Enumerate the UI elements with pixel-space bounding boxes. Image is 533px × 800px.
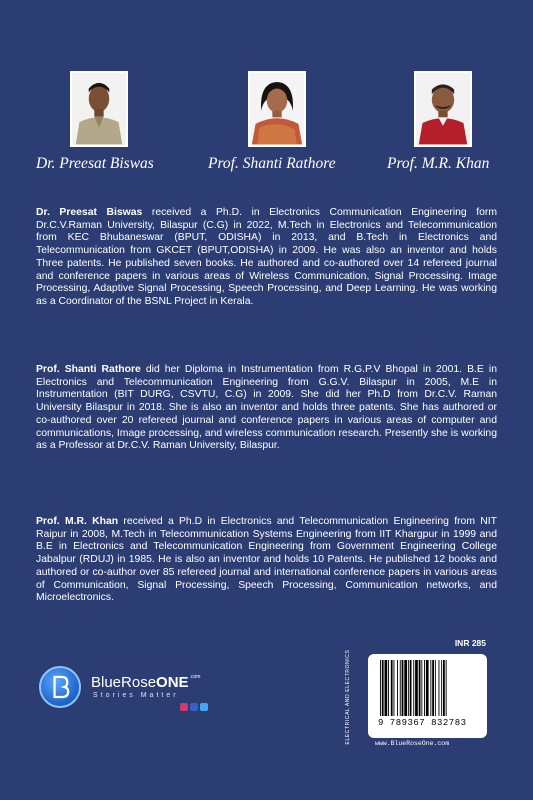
portrait-image: [416, 73, 470, 145]
bio-text: did her Diploma in Instrumentation from R.G.P.V Bhopal in 2001. B.E in Electronics and Telecommunication Engineering from G.G.V. Bilaspur in 2005, M.E in Instrumentation (BIT DURG, CSVTU, C.G) in 2009. She did her Ph.D from Dr.C.V. Raman University Bilaspur in 2018. She is also an inventor and holds three patents. She has authored or co-authored over 20 refereed journal and conference papers in various areas of computer and communications, Image processing, and wireless communication research. Presently she is working as a Professor at Dr.C.V. Raman University, Bilaspur.: [36, 364, 498, 452]
publisher-logo: [39, 666, 239, 726]
instagram-icon: [180, 703, 188, 711]
category-label: [339, 649, 357, 745]
bio-biswas: [36, 207, 497, 309]
publisher-brand: [91, 674, 200, 691]
social-icons: [180, 703, 208, 711]
portrait-image: [72, 73, 126, 145]
publisher-tagline: Stories Matter: [93, 692, 179, 699]
category-text: ELECTRICAL AND ELECTRONICS: [345, 649, 351, 745]
bio-rathore: [36, 364, 497, 453]
bio-name: Prof. M.R. Khan: [36, 516, 119, 527]
twitter-icon: [200, 703, 208, 711]
author-photo-khan: [414, 71, 472, 147]
author-name-rathore: Prof. Shanti Rathore: [208, 155, 336, 172]
publisher-website: www.BlueRoseOne.com: [375, 740, 450, 747]
brand-com: .com: [189, 674, 201, 680]
bio-khan: [36, 516, 497, 605]
author-photo-rathore: [248, 71, 306, 147]
brand-one: ONE: [156, 674, 189, 691]
bio-name: Prof. Shanti Rathore: [36, 364, 141, 375]
price-label: INR 285: [454, 638, 486, 648]
isbn-number: 9 789367 832783: [378, 718, 467, 728]
barcode-bars: [378, 660, 478, 718]
bio-text: received a Ph.D in Electronics and Telecommunication Engineering from NIT Raipur in 2008, M.Tech in Telecommunication Systems Engineering from IIT Khargpur in 1999 and B.E in Electronics and Telecommunication Engineering from Government Engineering College Jabalpur (RDUJ) in 1985. He is also an inventor and holds 10 Patents. He published 12 books and authored or co-author over 85 refereed journal and international conference papers in various areas of Communication, Signal Processing, Speech Processing, Communication networks, and Microelectronics.: [36, 516, 497, 604]
portrait-image: [250, 73, 304, 145]
isbn-barcode: [368, 654, 487, 738]
bio-name: Dr. Preesat Biswas: [36, 207, 143, 218]
author-name-biswas: Dr. Preesat Biswas: [36, 155, 154, 172]
author-name-khan: Prof. M.R. Khan: [387, 155, 490, 172]
author-photo-biswas: [70, 71, 128, 147]
bio-text: received a Ph.D. in Electronics Communication Engineering form Dr.C.V.Raman University, Bilaspur (C.G) in 2022, M.Tech in Electronics and Telecommunication from KEC Bhubaneswar (BPUT, ODISHA) in 2013, and B.Tech in Electronics and Telecommunication from GKCET (BPUT,ODISHA) in 2009. He was also an inventor and holds Three patents. He published seven books. He authored and co-authored over 14 refereed journal and conference papers in various areas of Wireless Communication, Signal Processing. Image Processing, Adaptive Signal Processing, Speech Processing, and Deep Learning. He was working as a Coordinator of the BSNL Project in Kerala.: [36, 207, 498, 307]
facebook-icon: [190, 703, 198, 711]
brand-main: BlueRose: [91, 674, 157, 691]
bluerose-logo-icon: [39, 666, 81, 708]
